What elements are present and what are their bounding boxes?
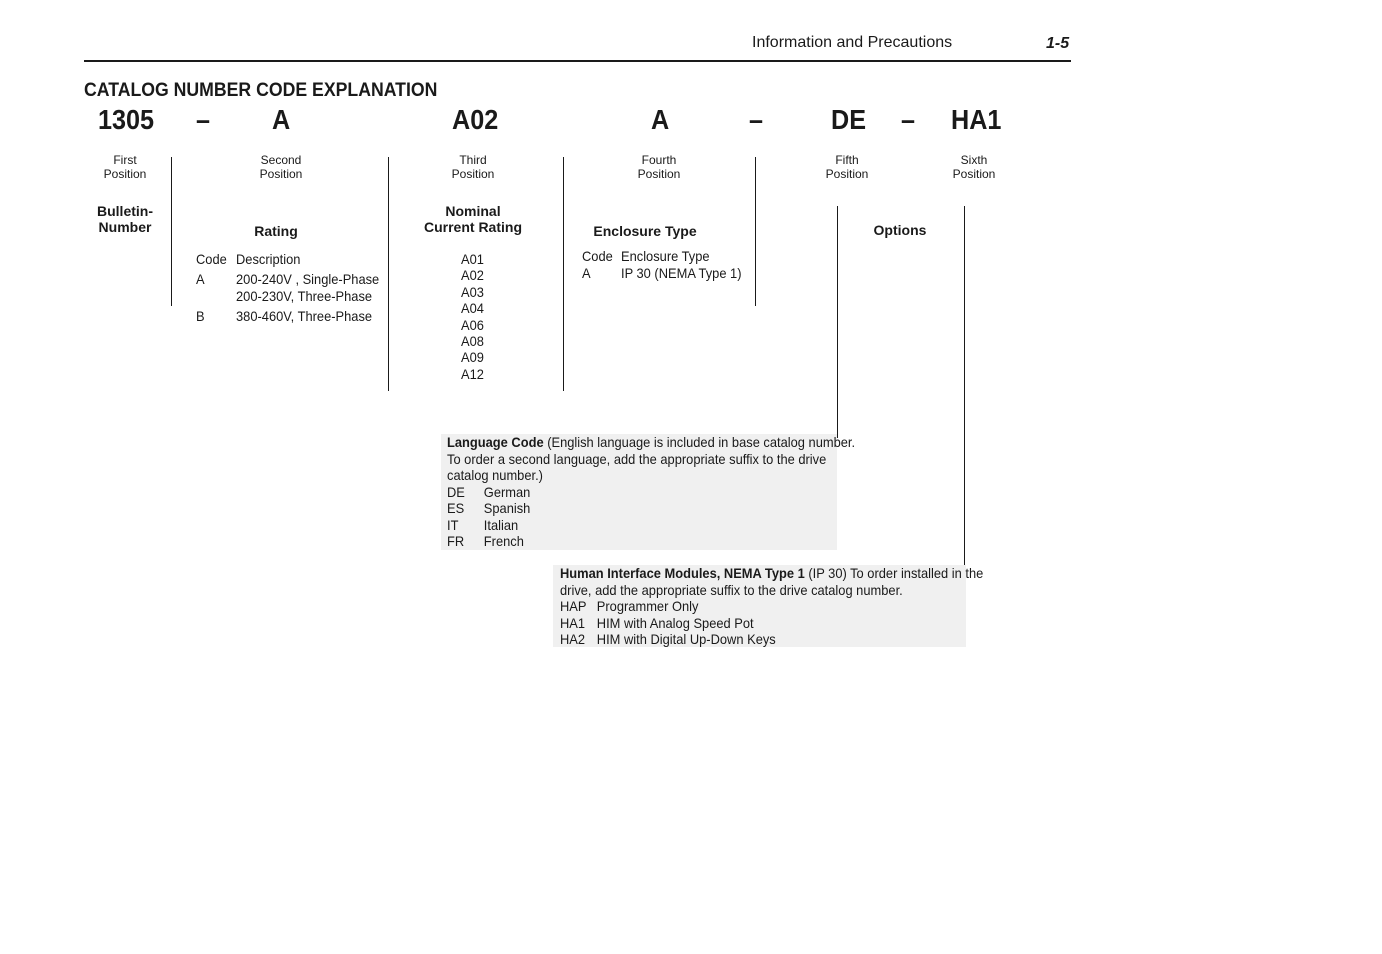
rating-desc: 200-240V , Single-Phase 200-230V, Three-Phase	[236, 271, 380, 304]
list-item: IT Italian	[447, 516, 519, 533]
catalog-part-current: A02	[452, 104, 499, 135]
list-item: HAP Programmer Only	[560, 598, 699, 614]
nominal-code: A01	[461, 251, 484, 267]
nominal-code: A03	[461, 283, 484, 300]
divider-line	[563, 157, 564, 391]
nominal-code: A04	[461, 300, 484, 317]
position-label: First Position	[103, 153, 147, 181]
rating-code: A	[196, 271, 205, 287]
catalog-part-enclosure: A	[651, 104, 670, 135]
position-label: Second Position	[259, 153, 303, 181]
divider-line	[964, 206, 965, 568]
catalog-part-rating: A	[272, 104, 291, 135]
enclosure-code: A	[582, 265, 591, 281]
list-item: DE German	[447, 483, 531, 500]
divider-line	[837, 206, 838, 438]
rating-desc: 380-460V, Three-Phase	[236, 308, 373, 324]
catalog-dash: –	[749, 104, 764, 135]
divider-line	[171, 157, 172, 306]
enclosure-col-code: Code	[582, 248, 613, 264]
catalog-part-language: DE	[831, 104, 867, 135]
rating-heading: Rating	[254, 223, 298, 239]
enclosure-col-desc: Enclosure Type	[621, 248, 710, 264]
position-label: Fourth Position	[637, 153, 681, 181]
rating-code: B	[196, 308, 205, 324]
position-label: Third Position	[451, 153, 495, 181]
rating-col-code: Code	[196, 251, 227, 267]
nominal-code-list	[461, 251, 484, 382]
divider-line	[755, 157, 756, 306]
enclosure-heading: Enclosure Type	[593, 223, 697, 239]
catalog-dash: –	[196, 104, 211, 135]
catalog-part-bulletin: 1305	[98, 104, 155, 135]
nominal-code: A02	[461, 267, 484, 284]
bulletin-heading: Bulletin- Number	[97, 203, 153, 235]
rating-col-desc: Description	[236, 251, 301, 267]
nominal-code: A09	[461, 349, 484, 366]
list-item: HA1 HIM with Analog Speed Pot	[560, 614, 754, 631]
nominal-code: A06	[461, 316, 484, 333]
nominal-code: A12	[461, 365, 484, 382]
him-box	[553, 565, 984, 647]
language-description: Language Code (English language is included in base catalog number. To order a second language, add the appropriate suffix to the drive catalog number.) DE German ES Spanish IT Italian FR French	[447, 434, 856, 549]
position-label: Sixth Position	[952, 153, 996, 181]
catalog-part-him: HA1	[951, 104, 1002, 135]
page-number: 1-5	[1046, 35, 1070, 52]
him-title: Human Interface Modules, NEMA Type 1	[560, 565, 805, 581]
catalog-dash: –	[901, 104, 916, 135]
language-code-box	[441, 434, 856, 550]
options-heading: Options	[873, 222, 927, 238]
list-item: HA2 HIM with Digital Up-Down Keys	[560, 631, 776, 647]
section-title: CATALOG NUMBER CODE EXPLANATION	[84, 80, 438, 101]
divider-line	[388, 157, 389, 391]
nominal-heading: Nominal Current Rating	[424, 203, 522, 235]
nominal-code: A08	[461, 332, 484, 349]
language-title: Language Code	[447, 434, 544, 450]
running-header-title: Information and Precautions	[752, 34, 953, 51]
list-item: ES Spanish	[447, 500, 531, 516]
header-rule	[84, 60, 1071, 62]
list-item: FR French	[447, 533, 524, 549]
him-description: Human Interface Modules, NEMA Type 1 (IP 30) To order installed in the drive, add the appropriate suffix to the drive catalog number. HAP Programmer Only HA1 HIM with Analog Speed Pot HA2 HIM with Digital Up-Down Keys	[560, 565, 984, 647]
enclosure-desc: IP 30 (NEMA Type 1)	[621, 265, 742, 281]
position-label: Fifth Position	[825, 153, 869, 181]
